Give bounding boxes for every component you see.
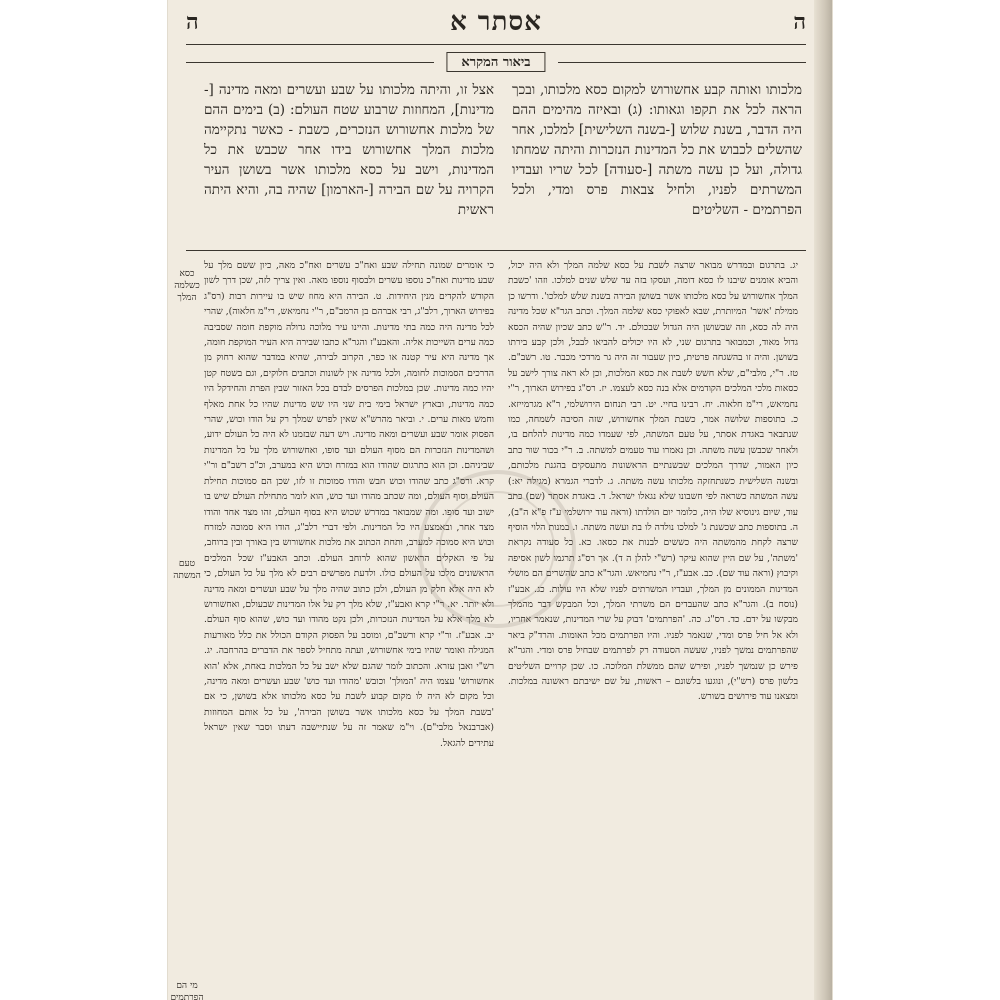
book-page [168, 0, 832, 1000]
main-text-left-column: מלכותו ואותה קבע אחשורוש למקום כסא מלכותו, ובכך הראה לכל את תקפו וגאותו: (ג) ובאיזה מהימים ההם היה הדבר, בשנת שלוש [-בשנה השלישית] למלכו, אחר שהשלים לכבוש את כל המדינות הנזכרות והיתה שמחתו גדולה, ועל כן עשה משתה [-סעודה] לכל שריו ועבדיו המשרתים לפניו, ולחיל צבאות פרס ומדי, ולכל הפרתמים - השליטים [512, 82, 802, 218]
margin-notes [168, 258, 206, 1000]
banner-rule-right [558, 62, 806, 63]
commentary-right-column: כי אומרים שמונה תחילה שבע ואח"כ עשרים ואח"כ מאה, כיון ששם מלך על שבע מדינות ואח"כ נוספו עשרים ולבסוף נוספו מאה. ואין צריך לזה, שכן דרך לשון הקודש להקדים מנין היחידות. ט. הבירה היא מחוז שיש בו עיירות רבות (רס"ג בפירוש הארוך, רלב"ג, רבי אברהם בן הרמב"ם, ר"י נחמיאש, רי"מ חלאוה), שהרי לכל מדינה היה כמה בתי מדינות. והיינו עיר מלוכה גדולה מוקפת חומה שסביבה כמה ערים השייכות אליה. והאבע"ז והגר"א כתבו שבירה היא העיר המוקפת חומה, אך מדינה היא עיר קטנה או כפר, הקרוב לבירה, שהיא במדבר שהוא רחוק מן הדרכים הסמוכות לחומה, ולכל מדינה אין לשונות וכתבים חלוקים, וגם בשטח קטן יהיו כמה מדינות. שכן במלכות הפרסים לבדם בכל האזור שבין הפרת והחידקל היו כמה מדינות, ובארץ ישראל בימי בית שני היו שש מדינות שהיו כל אחת מאלף וחמש מאות ערים. י. וביאר מהרש"א שאין לפרש שמלך רק על הודו וכוש, שהרי הפסוק אומר שבע ועשרים ומאה מדינה. ויש דעה שבזמנו לא היה כל העולם ידוע, ושהמדינות הנזכרות הם מסוף העולם ועד סופו, ואחשורוש מלך על כל המדינות שביניהם. וכן הוא בתרגום שהודו הוא במזרח וכוש היא במערב, וכ"כ רשב"ם ור"י קרא. ורס"ג כתב שהודו וכוש חבש והודו סמוכות זו לזו, שכן הם סמוכות תחילת העולם וסוף העולם, ומה שכתב מהודו ועד כוש, הוא לומר מתחילת העולם שיש בו ישוב ועד סופו. ומה שמבואר במדרש שכוש היא בסוף העולם, זהו מצד אחד והודו מצד אחר, ובאמצע היו כל המדינות. ולפי דברי רלב"ג, הודו היא סמוכה למזרח וכוש היא סמוכה למערב, ותחת הכתוב את מלכות אחשורוש בין באורך ובין ברוחב, על פי האקלים הראשון שהוא לרוחב העולם. וכתב האבע"ז שכל המלכים הראשונים מלכו על העולם כולו. ולדעת מפרשים רבים לא מלך על כל העולם, כי לא היה אלא חלק מן העולם, ולכן כתוב שהיה מלך על שבע ועשרים ומאה מדינה ולא יותר. יא. ר"י קרא ואבע"ז, שלא מלך רק על אלו המדינות שבעולם, ואחשורוש לא מלך אלא על המדינות הנזכרות, ולכן נקט מהודו ועד כוש, שהוא סוף העולם. יב. אבע"ז. ור"י קרא ורשב"ם, ומוסב על הפסוק הקודם הכולל את כלל מאורעות המגילה ואומר שהיו בימי אחשורוש, ועתה מתחיל לספר את הדברים בהרחבה. יג. רש"י ואבן עזרא. והכתוב לומר שהגם שלא ישב על כל המלכות באחת, אלא 'הוא אחשורוש' עצמו היה 'המולך' וכובש 'מהודו ועד כוש' שבע ועשרים ומאה מדינה, וכל מקום לא היה לו מקום קבוע לשבת על כסא מלכותו אלא בשושן, כי אם 'בשבת המלך על כסא מלכותו אשר בשושן הבירה', על כל אותם המחוזות (אברבנאל מלבי"ם). וי"מ שאמר זה על שנתיישבה דעתו וסבר שאין ישראל עתידים להגאל. [204, 260, 494, 749]
page-number: ה [793, 9, 806, 35]
margin-note: כסא כשלמה המלך [174, 269, 200, 303]
section-banner [186, 52, 806, 74]
commentary-left-column: יג. בתרגום ובמדרש מבואר שרצה לשבת על כסא שלמה המלך ולא היה יכול, והביא אומנים שיבנו לו כסא דומה, ועסקו בזה עד שלש שנים למלכו. וזהו 'כשבת המלך אחשורוש על כסא מלכותו אשר בשושן הבירה בשנת שלש למלכו'. ודרשו כן ממילת 'אשר' המיותרת, שבא לאפוקי כסא שלמה המלך. וכתב הגר"א שכל מדינה היה לה כסא, וזה שבשושן היה הגדול שבכולם. יד. ר"ש כתב שכיון שהיה הכסא גדול מאוד, וכמבואר בתרגום שני, לא היו יכולים להביאו לבבל, ולכן קבע בירתו בשושן. והיה זו בהשגחה פרטית, כיון שעבור זה היה גר מרדכי מכבר. טו. רשב"ם. טז. ר"י, מלבי"ם, שלא חשש לשבת את כסא המלכות, וכן לא ראה צורך לישב על כסאות מלכי המלכים הקודמים אלא בנה כסא לעצמו. יז. רס"ג בפירוש הארוך, ר"י נחמיאש, רי"מ חלאוה. יח. רבינו בחיי. יט. רבי תנחום הירושלמי, ר"א מגרמייזא. כ. בתוספות שלושה אמר, כשבת המלך אחשורוש, שזה הסיבה לשמחה, כמו שנתבאר באגדת אסתר, על טעם המשתה, לפי שעמדו כמה מדינות להלחם בו, ולאחר שכבשן עשה משתה. וכן נאמרו עוד טעמים למשתה. ב. ר"י בכור שור כתב כיון האמור, שדרך המלכים שבשנתיים הראשונות מתעסקים בהגנת מלכותם, ובשנה השלישית כשנתחזקה מלכותו עשה משתה. ג. לדברי הגמרא (מגילה יא:) עשה המשתה כשראה לפי חשבונו שלא נגאלו ישראל. ד. באגדת אסתר (שם) כתב עוד, שיום גינוסיא שלו היה, כלומר יום הולדתו (וראה עוד ירושלמי ע"ז פ"א ה"ב), ה. בתוספות כתב שכשנת ג' למלכו נולדה לו בת ועשה משתה. ו. במנות הלוי הוסיף שרצה לקחת מהמשתה היה כששים לבנות את כסאו. כא. כל סעודה נקראת 'משתה', על שם היין שהוא עיקר (רש"י להלן ה ד). אך רס"ג תרגמו לשון אסיפה וקיבוץ (וראה עוד שם). כב. אבע"ז, ר"י נחמיאש. והגר"א כתב שהשרים הם מושלי המדינות הממונים מן המלך, ועבדיו המשרתים לפניו שלא היו עולות. כג. אבע"ז (נוסח ב). והגר"א כתב שהעבדים הם משרתי המלך, וכל המבקש דבר מהמלך מבקשו על ידם. כד. רס"ג. כה. 'הפרתמים' דבוק על שרי המדינות, שנאמר אחריו, ולא אל חיל פרס ומדי, שנאמר לפניו. והיו הפרתמים מכל האומות. והרד"ק ביאר שהפרתמים נמשך לפניו, שעשה הסעודה רק לפרתמים שבחיל פרס ומדי. והגר"א פירש כן שנמשך לפניו, ופירש שהם ממשלת המלוכה. כו. שכן קרויים השליטים בלשון פרס (רש"י), ונוגעו בלשונם – ראשות, על שם ישיבתם ראשונה במלכות. ומצאנו עוד פירושים בשורש. [508, 260, 798, 703]
margin-note: מי הם הפרתמים [170, 981, 204, 1000]
banner-rule-left [186, 62, 434, 63]
main-text-right-column: אצל זו, והיתה מלכותו על שבע ועשרים ומאה מדינה [-מדינות], המחוזות שרבוע שטח העולם: (ב) בימים ההם של מלכות אחשורוש הנזכרים, כשבת - כאשר נתקיימה מלכות המלך אחשורוש בידו אחר שכבש את כל המדינות, וישב על כסא מלכותו אשר בשושן העיר הקרויה על שם הבירה [-הארמון] שהיה בה, והיא היתה ראשית [204, 82, 494, 218]
commentary [204, 258, 802, 992]
margin-note: טעם המשתה [173, 559, 201, 581]
page-title: אסתר א [450, 7, 542, 37]
section-divider [186, 250, 806, 251]
page-header [186, 0, 806, 45]
main-text [204, 80, 802, 240]
section-title: ביאור המקרא [446, 52, 545, 72]
page-number-left: ה [186, 9, 199, 35]
book-spine [814, 0, 832, 1000]
